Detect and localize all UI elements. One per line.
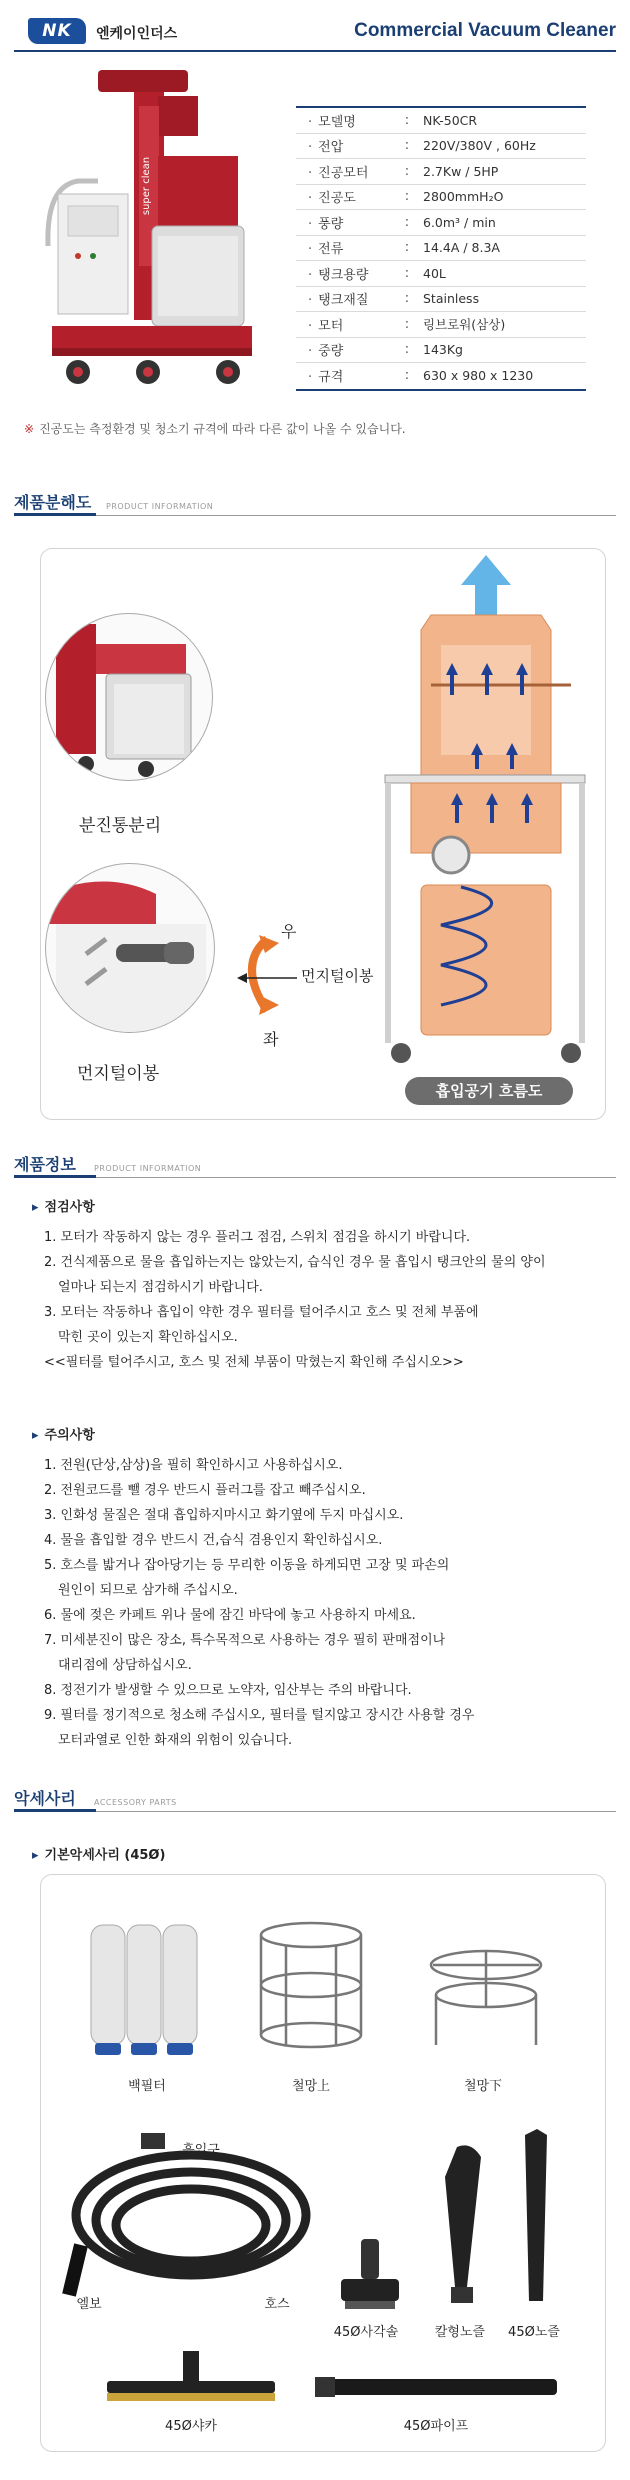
spec-value: 2800mmH₂O [423,189,504,205]
spec-label: · 진공도 [296,187,391,206]
section-title-bar [14,1175,96,1178]
dust-bin-illustration [46,614,213,781]
check-items-title: ▸ 점검사항 [32,1196,612,1215]
dust-separation-circle [45,613,213,781]
spec-label: · 모터 [296,315,391,334]
airflow-diagram [371,555,601,1075]
nozzle-label: 45Ø노즐 [508,2325,560,2340]
spec-label: · 중량 [296,340,391,359]
spec-row [296,363,586,389]
spec-label: · 진공모터 [296,162,391,181]
caution-item-line: 1. 전원(단상,삼상)을 필히 확인하시고 사용하십시오. [44,1458,343,1473]
spec-separator: : [404,316,410,332]
caution-item-line: 6. 물에 젖은 카페트 위나 물에 잠긴 바닥에 놓고 사용하지 마세요. [44,1608,416,1623]
check-items-list [32,1225,612,1375]
section-title-exploded [14,490,616,516]
spec-value: 6.0m³ / min [423,214,496,230]
caution-item-line: 4. 물을 흡입할 경우 반드시 건,습식 겸용인지 확인하십시오. [44,1533,383,1548]
caution-items-group [32,1424,612,1753]
spec-value: Stainless [423,291,480,307]
spec-label: · 모델명 [296,111,391,130]
square-brush-label: 45Ø사각솔 [333,2325,399,2340]
spec-label: · 탱크재질 [296,289,391,308]
spec-label: · 풍량 [296,213,391,232]
machine-brand-text: super clean [141,156,152,216]
note-mark: ※ [24,422,35,436]
squeegee-image [101,2351,281,2411]
caution-item-line: 9. 필터를 정기적으로 청소해 주십시오, 필터를 털지않고 장시간 사용할 경우 [44,1708,475,1723]
check-item-line: 얼마나 되는지 점검하시기 바랍니다. [58,1280,263,1295]
spec-table [296,106,586,391]
spec-separator: : [404,214,410,230]
section-title-accessories [14,1786,616,1812]
pipe-label: 45Ø파이프 [403,2419,469,2434]
spec-separator: : [404,240,410,256]
caution-items-list [32,1453,612,1753]
section-title-info [14,1152,616,1178]
spec-row [296,312,586,338]
spec-value: 143Kg [423,342,463,358]
accessories-box [40,1874,606,2452]
bag-filter-image [81,1915,211,2065]
spec-separator: : [404,342,410,358]
check-item-line: 3. 모터는 작동하나 흡입이 약한 경우 필터를 털어주시고 호스 및 전체 부품에 [44,1305,479,1320]
arrow-left-icon [237,971,297,985]
spec-value: 630 x 980 x 1230 [423,368,534,384]
caution-item-line: 2. 전원코드를 뺄 경우 반드시 플러그를 잡고 빼주십시오. [44,1483,366,1498]
check-item-line: <<필터를 털어주시고, 호스 및 전체 부품이 막혔는지 확인해 주십시오>> [44,1355,464,1370]
elbow-label: 엘보 [76,2297,102,2312]
check-item-line: 2. 건식제품으로 물을 흡입하는지는 않았는지, 습식인 경우 물 흡입시 탱크안의 물의 양이 [44,1255,546,1270]
spec-label: · 전류 [296,238,391,257]
cage-top-image [251,1915,371,2065]
dust-shaker-arrow-label: 먼지털이봉 [301,967,374,985]
section-title-info-ko: 제품정보 [14,1155,76,1174]
spec-value: 14.4A / 8.3A [423,240,500,256]
spec-separator: : [404,265,410,281]
inlet-label: 흡입구 [182,2143,220,2158]
company-logo: NK [28,18,86,44]
pipe-image [311,2371,561,2401]
rotation-right-label: 우 [281,922,297,941]
spec-value: 2.7Kw / 5HP [423,163,499,179]
spec-label: · 전압 [296,136,391,155]
spec-row [296,236,586,262]
caution-item-line: 모터과열로 인한 화재의 위험이 있습니다. [58,1733,293,1748]
spec-row [296,185,586,211]
cage-top-label: 철망上 [291,2079,331,2094]
caution-items-title: ▸ 주의사항 [32,1424,612,1443]
dust-shaker-circle [45,863,215,1033]
spec-row [296,287,586,313]
spec-value: 링브로워(삼상) [423,317,506,333]
rotation-left-label: 좌 [263,1030,279,1049]
spec-separator: : [404,112,410,128]
cage-bottom-image [421,1945,551,2055]
bag-filter-label: 백필터 [128,2079,166,2094]
spec-separator: : [404,368,410,384]
spec-label: · 탱크용량 [296,264,391,283]
page-header [14,8,616,52]
spec-separator: : [404,189,410,205]
spec-value: NK-50CR [423,112,478,128]
spec-value: 40L [423,265,446,281]
caution-item-line: 대리점에 상담하십시오. [58,1658,192,1673]
spec-value: 220V/380V , 60Hz [423,138,536,154]
dust-separation-caption: 분진통분리 [79,816,162,836]
company-name: 엔케이인더스 [96,26,178,42]
hose-label: 호스 [264,2297,290,2312]
section-title-info-en: PRODUCT INFORMATION [94,1164,202,1173]
spec-separator: : [404,291,410,307]
spec-row [296,134,586,160]
spec-row [296,261,586,287]
dust-shaker-caption: 먼지털이봉 [77,1064,160,1084]
dust-shaker-illustration [46,864,215,1033]
spec-note [24,420,406,437]
square-brush-image [331,2235,411,2315]
vacuum-machine-image [38,66,268,402]
spec-row [296,210,586,236]
exploded-view-box [40,548,606,1120]
check-item-line: 1. 모터가 작동하지 않는 경우 플러그 점검, 스위치 점검을 하시기 바랍니다. [44,1230,471,1245]
accessories-subtitle: ▸ 기본악세사리 (45Ø) [32,1844,165,1863]
spec-note-text: 진공도는 측정환경 및 청소기 규격에 따라 다른 값이 나올 수 있습니다. [39,422,406,436]
cage-bottom-label: 철망下 [463,2079,503,2094]
knife-nozzle-image [431,2137,491,2307]
spec-separator: : [404,163,410,179]
section-title-accessories-ko: 악세사리 [14,1789,76,1808]
caution-item-line: 5. 호스를 밟거나 잡아당기는 등 무리한 이동을 하게되면 고장 및 파손의 [44,1558,450,1573]
check-item-line: 막힌 곳이 있는지 확인하십시오. [58,1330,238,1345]
caution-item-line: 원인이 되므로 삼가해 주십시오. [58,1583,238,1598]
caution-item-line: 8. 정전기가 발생할 수 있으므로 노약자, 임산부는 주의 바랍니다. [44,1683,412,1698]
section-title-bar [14,1809,96,1812]
section-title-exploded-en: PRODUCT INFORMATION [106,502,214,511]
spec-label: · 규격 [296,366,391,385]
section-title-bar [14,513,96,516]
knife-nozzle-label: 칼형노즐 [434,2325,486,2340]
spec-separator: : [404,138,410,154]
spec-row [296,159,586,185]
airflow-caption: 흡입공기 흐름도 [405,1077,573,1105]
check-items-group [32,1196,612,1375]
spec-row [296,108,586,134]
page-title: Commercial Vacuum Cleaner [354,20,616,41]
section-title-exploded-ko: 제품분해도 [14,493,92,512]
caution-item-line: 3. 인화성 물질은 절대 흡입하지마시고 화기옆에 두지 마십시오. [44,1508,404,1523]
section-title-accessories-en: ACCESSORY PARTS [94,1798,177,1807]
squeegee-label: 45Ø샤카 [165,2419,217,2434]
caution-item-line: 7. 미세분진이 많은 장소, 특수목적으로 사용하는 경우 필히 판매점이나 [44,1633,446,1648]
spec-row [296,338,586,364]
nozzle-image [511,2125,561,2305]
